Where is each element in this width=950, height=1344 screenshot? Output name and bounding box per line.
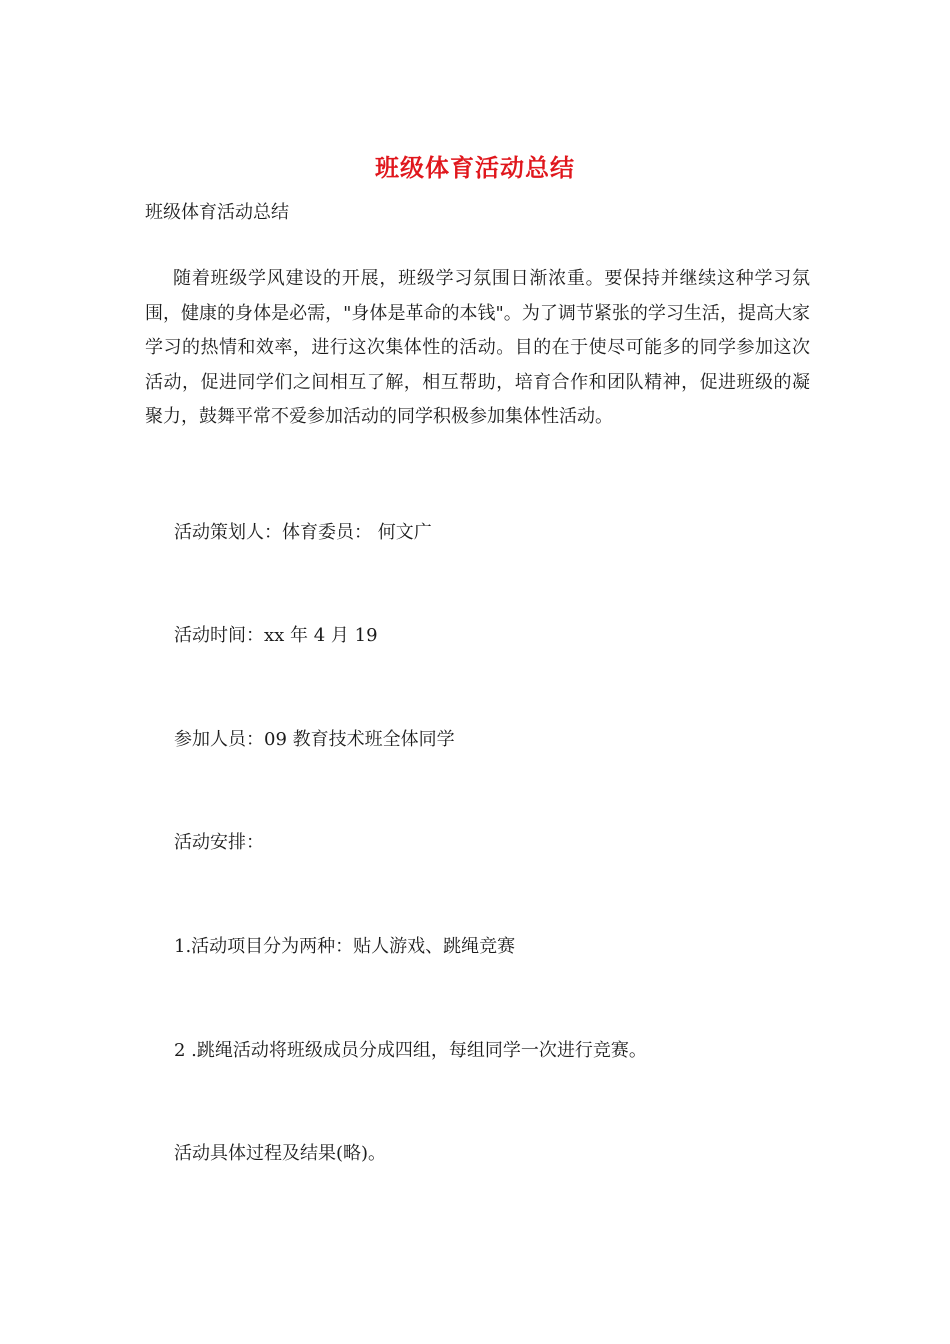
document-title: 班级体育活动总结 <box>375 153 575 182</box>
document-subtitle: 班级体育活动总结 <box>145 202 289 223</box>
intro-paragraph: 随着班级学风建设的开展，班级学习氛围日渐浓重。要保持并继续这种学习氛围，健康的身体是必需，"身体是革命的本钱"。为了调节紧张的学习生活，提高大家学习的热情和效率，进行这次集体性的活动。目的在于使尽可能多的同学参加这次活动，促进同学们之间相互了解，相互帮助，培育合作和团队精神，促进班级的凝聚力，鼓舞平常不爱参加活动的同学积极参加集体性活动。 <box>145 268 810 427</box>
process-result-line: 活动具体过程及结果(略)。 <box>174 1143 387 1164</box>
time-line: 活动时间：xx 年 4 月 19 <box>174 625 378 646</box>
participants-line: 参加人员：09 教育技术班全体同学 <box>174 729 455 750</box>
planner-line: 活动策划人：体育委员： 何文广 <box>174 522 432 543</box>
arrangement-item-1: 1.活动项目分为两种：贴人游戏、跳绳竞赛 <box>174 936 516 957</box>
arrangement-heading: 活动安排： <box>174 832 264 853</box>
arrangement-item-2: 2 .跳绳活动将班级成员分成四组，每组同学一次进行竞赛。 <box>174 1040 647 1061</box>
